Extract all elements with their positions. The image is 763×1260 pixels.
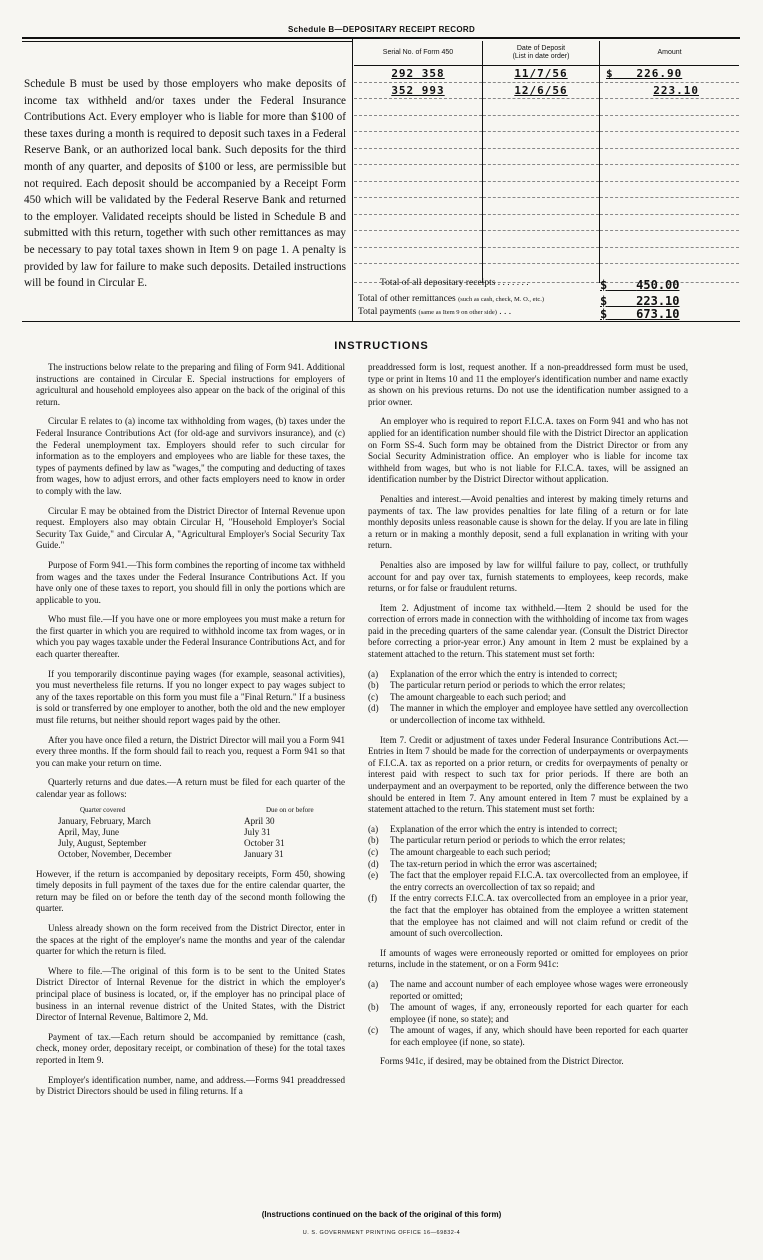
list-item: (e) The fact that the employer repaid F.I.C.A. tax overcollected from an employee, if the entry corrects an overcollection of tax so repaid; and <box>368 870 688 892</box>
continued-note: (Instructions continued on the back of the original of this form) <box>261 1210 502 1219</box>
paragraph: Penalties also are imposed by law for willful failure to pay, collect, or truthfully account for and pay over tax, furnish statements to employees, keep records, make returns, or for false or fraudulent returns. <box>368 559 688 594</box>
schedule-b-title: Schedule B—DEPOSITARY RECEIPT RECORD <box>287 25 476 34</box>
wages-statement-list <box>368 979 688 1049</box>
left-rule <box>22 41 352 42</box>
list-item: (b) The particular return period or periods to which the error relates; <box>368 680 626 691</box>
list-item: (c) The amount of wages, if any, which should have been reported for each quarter for each employee (if none, so state). <box>368 1025 688 1047</box>
amount-cell: 223.10 <box>600 82 740 99</box>
printer-line: U. S. GOVERNMENT PRINTING OFFICE 16—69832-4 <box>302 1230 461 1236</box>
total-deposits-value: $ 450.00 <box>600 278 680 292</box>
instructions-title: INSTRUCTIONS <box>334 340 429 352</box>
paragraph: Quarterly returns and due dates.—A return must be filed for each quarter of the calendar year as follows: <box>36 777 345 799</box>
paragraph: An employer who is required to report F.I.C.A. taxes on Form 941 and who has not applied for an identification number should file with the District Director an application on Form SS-4. Such form may be obtained from the District Director or from any Social Security Administration office. An employer who is liable for income tax withheld from wages, but who is not liable for F.I.C.A. taxes, will be assigned an identification number by the District Director without application. <box>368 416 688 485</box>
list-item: (f) If the entry corrects F.I.C.A. tax overcollected from an employee in a prior year, the fact that the employer has obtained from the employee a written statement that the employee has not claimed and will not claim refund or credit of the amount of such overcollection. <box>368 893 688 939</box>
serial-cell: 292 358 <box>354 66 483 83</box>
col-serial-header: Serial No. of Form 450 <box>382 49 454 56</box>
paragraph: Purpose of Form 941.—This form combines the reporting of income tax withheld from wages and the taxes under the Federal Insurance Contributions Act. If you have only one of these taxes to report, you should fill in only the portions which are applicable to you. <box>36 559 346 605</box>
table-row <box>354 66 739 83</box>
paragraph: Who must file.—If you have one or more employees you must make a return for the first quarter in which you are required to withhold income tax from wages, or in which you pay wages taxable under the Federal Insurance Contributions Act, and for each quarter thereafter. <box>36 614 345 660</box>
paragraph: preaddressed form is lost, request another. If a non-preaddressed form must be used, type or print in Items 10 and 11 the employer's identification number and name exactly as shown on his previous returns. Do not use the identification number assigned to a prior owner. <box>368 362 688 407</box>
instructions-right-column <box>368 362 688 1076</box>
paragraph: However, if the return is accompanied by depositary receipts, Form 450, showing timely deposits in full payment of the taxes due for the entire calendar quarter, the return may be filed on or before the tenth day of the second month following the quarter. <box>36 868 345 914</box>
quarter-row: July, August, September October 31 <box>58 838 285 849</box>
paragraph: Where to file.—The original of this form is to be sent to the United States District Director of Internal Revenue for the district in which the employer's principal place of business is located, or, if the employer has no principal place of business in an internal revenue district of the United States, with the District Director of Internal Revenue, Baltimore 2, Md. <box>36 965 345 1023</box>
section-rule <box>22 321 740 322</box>
date-cell: 11/7/56 <box>483 66 600 83</box>
paragraph: Payment of tax.—Each return should be accompanied by remittance (cash, check, money order, depositary receipt, or combination of these) for the total taxes reported in Item 9. <box>36 1031 345 1065</box>
paragraph: After you have once filed a return, the District Director will mail you a Form 941 every three months. If the form should fail to reach you, request a Form 941 so that you can make your return on time. <box>36 734 345 768</box>
paragraph: Item 7. Credit or adjustment of taxes under Federal Insurance Contributions Act.—Entries in Item 7 should be made for the correction of underpayments or overpayments of F.I.C.A. tax as reported on a prior return, or credits for overpayments of penalty or interest paid with respect to such tax for prior periods. If there are both an underpayment and an overpayment to be reported, only the difference between the two should be entered in Item 7. Any amount entered in Item 7 must be explained by a statement attached to the return. This statement must set forth: <box>368 734 688 815</box>
quarter-due-date-table: Quarter covered Due on or before January, February, March April 30 April, May, June July 31 July, August, September October 31 October, November, December January 31 <box>58 805 345 861</box>
list-item: (c) The amount chargeable to each such period; and <box>368 691 566 702</box>
amount-cell: $ 226.90 <box>600 66 740 83</box>
other-remittances-row: Total of other remittances (such as cash, check, M. O., etc.) $ 223.10 <box>358 294 740 304</box>
paragraph: Unless already shown on the form received from the District Director, enter in the spaces at the right of the employer's name the months and year of the calendar quarter for which the return is filed. <box>36 922 345 957</box>
list-item: (c) The amount chargeable to each such period; <box>368 846 551 857</box>
schedule-b-explanation: Schedule B must be used by those employers who make deposits of income tax withheld and/or taxes under the Federal Insurance Contributions Act. Every employer who is liable for more than $100 of these taxes during a month is required to deposit such taxes in a Federal Reserve Bank, or an authorized local bank. Such deposits for the third month of any quarter, and deposits of $100 or less, are permissible but not required. Each deposit should be accompanied by a Receipt Form 450 which will be validated by the Federal Reserve Bank and returned to the employer. Validated receipts should be listed in Schedule B and submitted with this return, together with such other remittances as may be necessary to pay total taxes shown in Item 9 on page 1. A penalty is provided by law for failure to make such deposits. Detailed instructions will be found in Circular E. <box>24 78 346 290</box>
total-deposits-row: Total of all depositary receipts . . . . . . . $ 450.00 <box>358 278 740 288</box>
list-item: (d) The manner in which the employer and employee have settled any overcollection or undercollection of income tax withheld. <box>368 703 688 726</box>
list-item: (b) The particular return period or periods to which the error relates; <box>368 835 626 846</box>
quarter-row: October, November, December January 31 <box>58 849 284 860</box>
paragraph: If you temporarily discontinue paying wages (for example, seasonal activities), you must nevertheless file returns. If you no longer expect to pay wages subject to any of the taxes reportable on this form you must file a "Final Return." If a business is sold or transferred by one employer to another, both the old and the new employer must file returns, but neither should report wages paid by the other. <box>36 668 345 726</box>
table-row <box>354 82 739 99</box>
list-item: (a) Explanation of the error which the entry is intended to correct; <box>368 668 618 679</box>
total-payments-row: Total payments (same as Item 9 on other side) . . . $ 673.10 <box>358 307 740 317</box>
col-amount-header: Amount <box>600 41 740 66</box>
list-item: (b) The amount of wages, if any, erroneously reported for each quarter for each employee (if none, so state); and <box>368 1002 688 1024</box>
paragraph: Forms 941c, if desired, may be obtained from the District Director. <box>380 1056 624 1067</box>
other-remittances-value: $ 223.10 <box>600 294 680 308</box>
total-payments-value: $ 673.10 <box>600 307 680 321</box>
quarter-row: January, February, March April 30 <box>58 815 275 826</box>
item-7-statement-list <box>368 824 688 940</box>
quarter-row: April, May, June July 31 <box>58 827 271 837</box>
depositary-receipt-table <box>354 41 739 283</box>
paragraph: Employer's identification number, name, and address.—Forms 941 preaddressed by District Directors should be used in filing returns. If a <box>36 1074 345 1097</box>
paragraph: The instructions below relate to the preparing and filing of Form 941. Additional instructions are contained in Circular E. Special instructions for employers of agricultural and household employees also appear on the back of the original of this return. <box>36 362 345 407</box>
date-cell: 12/6/56 <box>483 82 600 99</box>
column-divider <box>352 37 353 321</box>
item-2-statement-list <box>368 669 688 727</box>
paragraph: If amounts of wages were erroneously reported or omitted for employees on prior returns, include in the statement, or on a Form 941c: <box>368 947 688 970</box>
list-item: (a) The name and account number of each employee whose wages were erroneously reported or omitted; <box>368 978 688 1001</box>
serial-cell: 352 993 <box>354 82 483 99</box>
paragraph: Item 2. Adjustment of income tax withheld.—Item 2 should be used for the correction of errors made in connection with the withholding of income tax from wages paid in the preceding quarters of the same calendar year. (Consult the District Director before correcting a prior-year error.) Any amount in Item 2 must be explained by a statement attached to the return. This statement must set forth: <box>368 602 688 660</box>
paragraph: Penalties and interest.—Avoid penalties and interest by making timely returns and payments of tax. The law provides penalties for late filing of a return or for late monthly deposits unless reasonable cause is shown for the delay. If you are late in filing a return or in making a monthly deposit, send a full explanation in writing with your return. <box>368 493 688 551</box>
paragraph: Circular E relates to (a) income tax withholding from wages, (b) taxes under the Federal Insurance Contributions Act (for old-age and survivors insurance), and (c) the Federal unemployment tax. Employers should refer to such circular for information as to the employers and employees who are liable for these taxes, the types of payments defined by law as "wages," the computing and deducting of taxes from wages, how to adjust errors, and other facts employers need to know in order to comply with the law. <box>36 416 345 496</box>
top-rule <box>22 37 740 39</box>
col-date-header: Date of Deposit (List in date order) <box>483 41 600 66</box>
instructions-left-column <box>36 362 345 1106</box>
list-item: (d) The tax-return period in which the error was ascertained; <box>368 858 598 869</box>
paragraph: Circular E may be obtained from the District Director of Internal Revenue upon request. Employers also may obtain Circular H, "Household Employer's Social Security Tax Guide," and Circular A, "Agricultural Employer's Social Security Tax Guide." <box>36 505 345 551</box>
list-item: (a) Explanation of the error which the entry is intended to correct; <box>368 823 618 834</box>
